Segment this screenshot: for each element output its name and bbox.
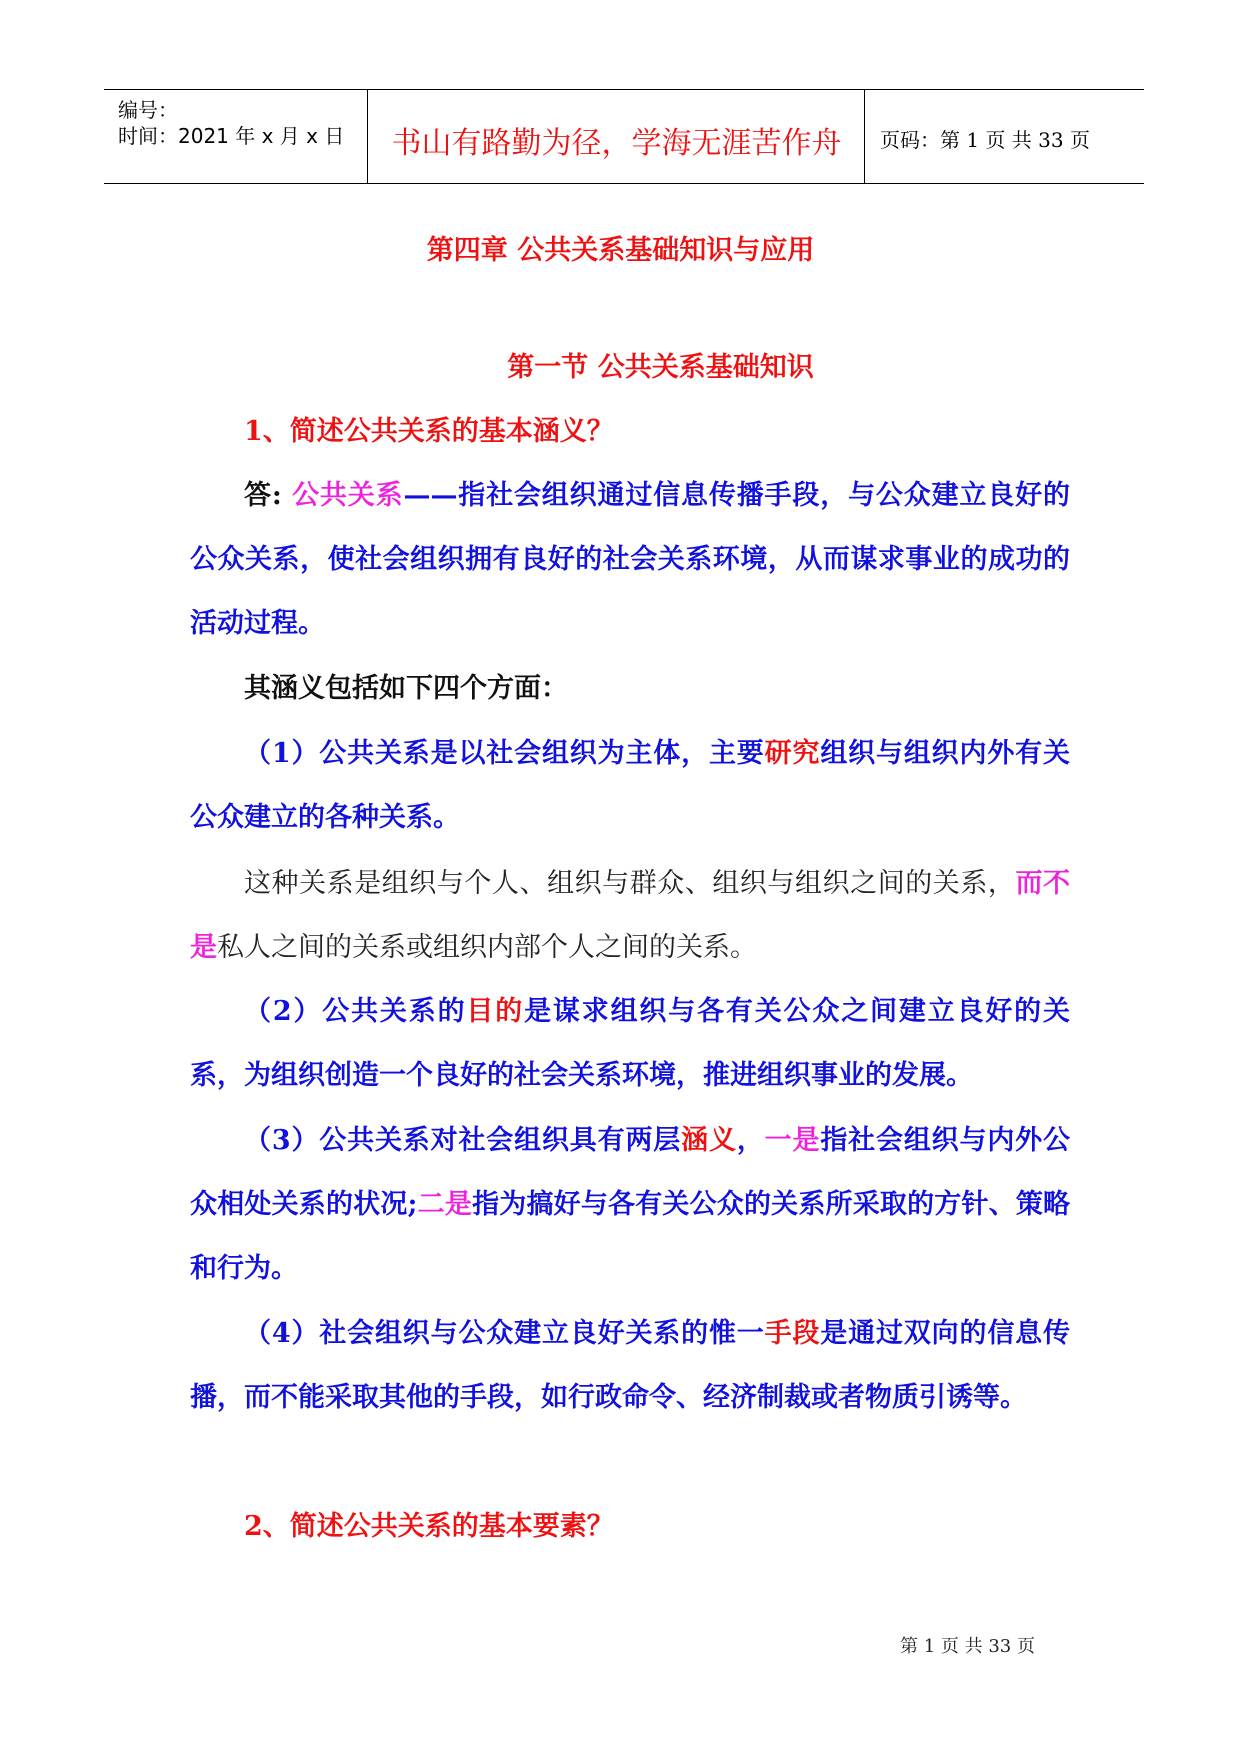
point-2-highlight: 目的	[466, 996, 525, 1027]
point-1-text-a: （1）公共关系是以社会组织为主体，主要	[244, 738, 765, 769]
point-4-text-b: 是通过双向的信息传播，而不能采取其他的手段，如行政命令、经济制裁或者物质引诱等。	[190, 1318, 1071, 1413]
header-motto-cell	[369, 90, 865, 183]
chapter-title: 第四章 公共关系基础知识与应用	[426, 235, 815, 266]
note-1-highlight: 而不是	[190, 868, 1071, 963]
point-3-text-c: 指社会组织与内外公众相处关系的状况;	[190, 1125, 1071, 1220]
point-3-text-d: 指为搞好与各有关公众的关系所采取的方针、策略和行为。	[190, 1189, 1071, 1284]
question-1: 1、简述公共关系的基本涵义？	[244, 416, 614, 447]
point-1-text-b: 组织与组织内外有关公众建立的各种关系。	[190, 738, 1071, 833]
point-3-highlight-1: 涵义	[681, 1125, 737, 1156]
note-1	[190, 852, 1070, 980]
point-2-text-b: 是谋求组织与各有关公众之间建立良好的关系，为组织创造一个良好的社会关系环境，推进组织事业的发展。	[190, 996, 1071, 1091]
point-1	[190, 722, 1070, 850]
header-page-cell	[866, 90, 1144, 183]
point-3-text-b: ，	[736, 1125, 765, 1156]
point-4-text-a: （4）社会组织与公众建立良好关系的惟一	[244, 1318, 765, 1349]
page-info: 页码：第 1 页 共 33 页	[880, 128, 1090, 152]
page-footer: 第 1 页 共 33 页	[900, 1636, 1035, 1657]
point-4	[190, 1302, 1070, 1430]
answer-lead: 答:	[244, 480, 282, 511]
note-1-text-a: 这种关系是组织与个人、组织与群众、组织与组织之间的关系，	[244, 868, 1016, 899]
time-label: 时间：2021 年 x 月 x 日	[118, 124, 345, 148]
question-2: 2、简述公共关系的基本要素？	[244, 1511, 614, 1542]
answer-paragraph	[190, 464, 1070, 656]
note-1-text-b: 私人之间的关系或组织内部个人之间的关系。	[217, 932, 757, 963]
header-meta-cell	[104, 90, 368, 183]
point-1-highlight: 研究	[764, 738, 821, 769]
point-4-highlight: 手段	[764, 1318, 821, 1349]
point-3-text-a: （3）公共关系对社会组织具有两层	[244, 1125, 682, 1156]
answer-term: 公共关系	[292, 480, 404, 511]
motto: 书山有路勤为径，学海无涯苦作舟	[391, 126, 842, 161]
point-2	[190, 980, 1070, 1108]
header-table	[104, 89, 1144, 184]
point-3-highlight-3: 二是	[417, 1189, 473, 1220]
answer-text: ——指社会组织通过信息传播手段，与公众建立良好的公众关系，使社会组织拥有良好的社会关系环境，从而谋求事业的成功的活动过程。	[190, 480, 1070, 639]
point-3	[190, 1109, 1070, 1301]
section-title: 第一节 公共关系基础知识	[507, 352, 814, 383]
aspects-intro: 其涵义包括如下四个方面：	[244, 673, 568, 704]
point-3-highlight-2: 一是	[764, 1125, 821, 1156]
point-2-text-a: （2）公共关系的	[244, 996, 467, 1027]
number-label: 编号：	[118, 98, 178, 122]
